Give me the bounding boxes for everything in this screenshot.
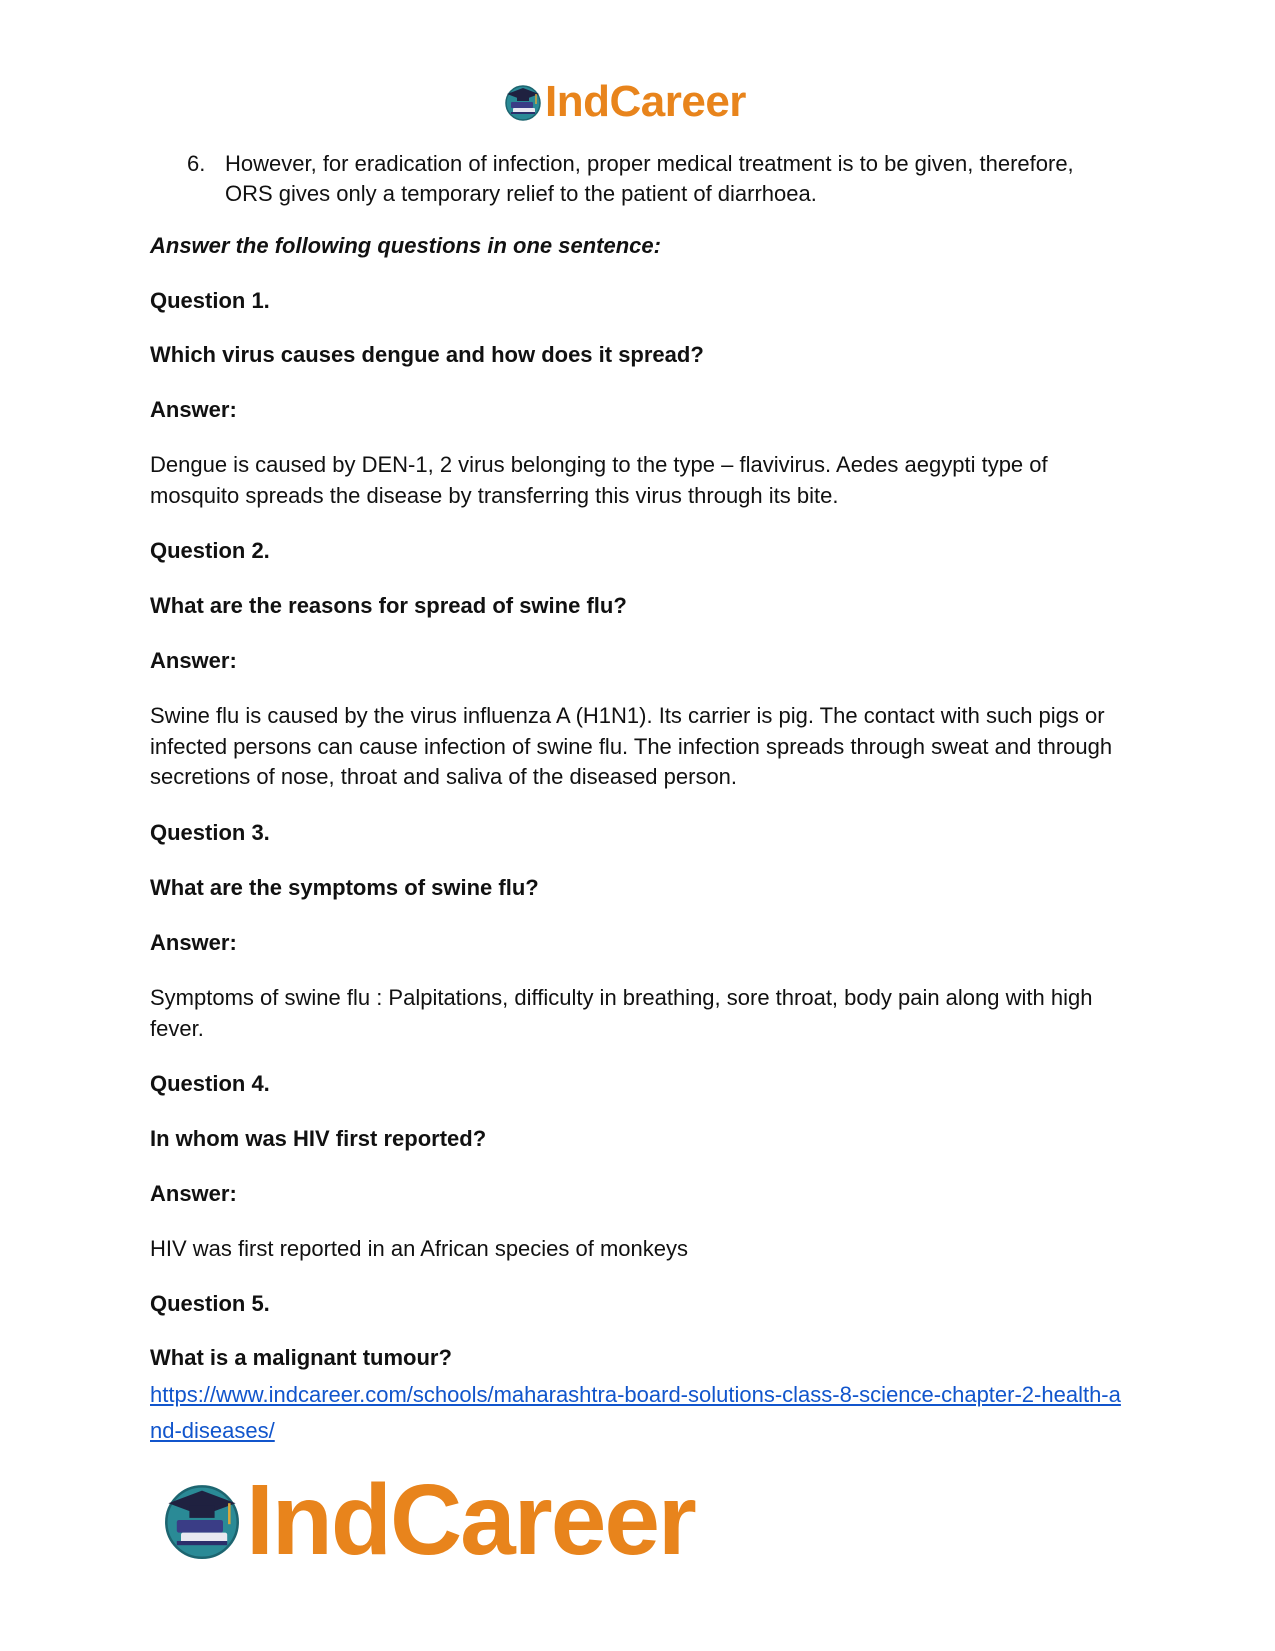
- footer-logo-text: IndCareer: [246, 1464, 695, 1576]
- answer-1-label: Answer:: [150, 397, 237, 422]
- list-text: However, for eradication of infection, proper medical treatment is to be given, therefore, ORS gives only a temporary relief to the patient of diarrhoea.: [225, 151, 1074, 206]
- question-2-text: What are the reasons for spread of swine flu?: [150, 593, 627, 618]
- answer-4-label: Answer:: [150, 1181, 237, 1206]
- question-1-label: Question 1.: [150, 288, 270, 313]
- header-logo: [503, 77, 746, 126]
- graduation-cap-book-globe-icon: [160, 1478, 244, 1562]
- source-link[interactable]: https://www.indcareer.com/schools/maharashtra-board-solutions-class-8-science-chapter-2-health-and-diseases/: [150, 1382, 1121, 1443]
- question-4-label: Question 4.: [150, 1071, 270, 1096]
- question-4-text: In whom was HIV first reported?: [150, 1126, 487, 1151]
- question-3-text: What are the symptoms of swine flu?: [150, 875, 539, 900]
- answer-4-text: HIV was first reported in an African species of monkeys: [150, 1236, 689, 1261]
- question-5-label: Question 5.: [150, 1291, 270, 1316]
- answer-3-label: Answer:: [150, 930, 237, 955]
- question-2-label: Question 2.: [150, 538, 270, 563]
- graduation-cap-book-globe-icon: [503, 82, 543, 122]
- question-3-label: Question 3.: [150, 820, 270, 845]
- answer-3-text: Symptoms of swine flu : Palpitations, difficulty in breathing, sore throat, body pain along with high fever.: [150, 985, 1093, 1041]
- list-number: 6.: [187, 151, 206, 176]
- answer-1-text: Dengue is caused by DEN-1, 2 virus belonging to the type – flavivirus. Aedes aegypti type of mosquito spreads the disease by transferring this virus through its bite.: [150, 452, 1048, 508]
- footer-logo: [160, 1464, 695, 1576]
- list-item-6: [187, 149, 1117, 209]
- answer-2-label: Answer:: [150, 648, 237, 673]
- instruction-heading: Answer the following questions in one sentence:: [150, 233, 661, 258]
- header-logo-text: IndCareer: [545, 77, 746, 126]
- question-1-text: Which virus causes dengue and how does it spread?: [150, 342, 704, 367]
- question-5-text: What is a malignant tumour?: [150, 1345, 452, 1370]
- answer-2-text: Swine flu is caused by the virus influenza A (H1N1). Its carrier is pig. The contact with such pigs or infected persons can cause infection of swine flu. The infection spreads through sweat and through secretions of nose, throat and saliva of the diseased person.: [150, 703, 1113, 789]
